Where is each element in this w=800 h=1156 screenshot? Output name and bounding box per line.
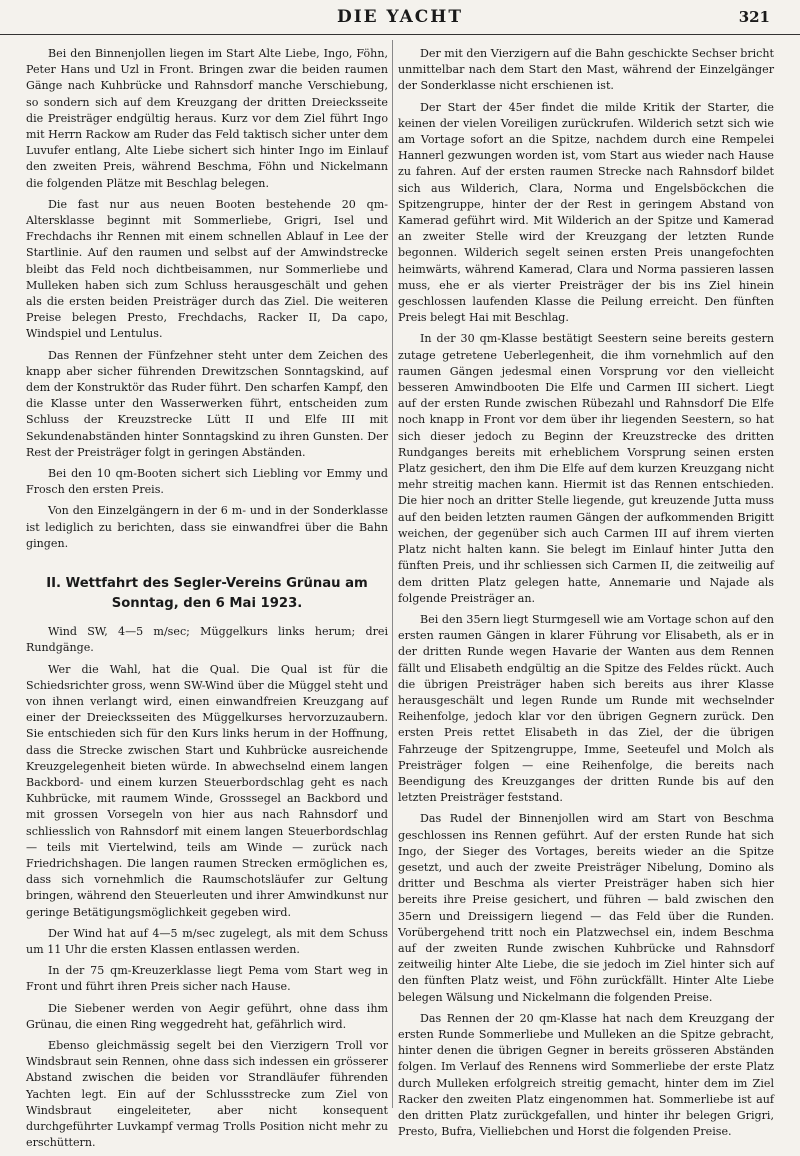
paragraph: Wind SW, 4—5 m/sec; Müggelkurs links herum; drei Rundgänge. [26, 625, 388, 655]
paragraph: Bei den Binnenjollen liegen im Start Alte Liebe, Ingo, Föhn, Peter Hans und Uzl in Front. Bringen zwar die beiden raumen Gänge nach Kuhbrücke und Rahnsdorf manche Verschiebung, so sondern sich auf dem Kreuzgang der dritten Dreiecksseite die Preisträger endgültig heraus. Kurz vor dem Ziel führt Ingo mit Herrn Rackow am Ruder das Feld taktisch sicher unter dem Luvufer entlang, Alte Liebe sichert sich hinter Ingo im Einlauf den zweiten Preis, während Beschma, Föhn und Nickelmann die folgenden Plätze mit Beschlag belegen. [26, 47, 388, 190]
journal-title: DIE YACHT [336, 7, 464, 27]
page-number: 321 [738, 8, 770, 26]
paragraph: Von den Einzelgängern in der 6 m- und in der Sonderklasse ist lediglich zu berichten, dass sie einwandfrei über die Bahn gingen. [26, 504, 388, 550]
paragraph: Die fast nur aus neuen Booten bestehende 20 qm-Altersklasse beginnt mit Sommerliebe, Grigri, Isel und Frechdachs ihr Rennen mit einem schnellen Ablauf in Lee der Startlinie. Auf den raumen und selbst auf der Amwindstrecke bleibt das Feld noch dichtbeisammen, nur Sommerliebe und Mulleken haben sich zum Schluss herausgeschält und gehen als die ersten beiden Preisträger durch das Ziel. Die weiteren Preise belegen Presto, Frechdachs, Racker II, Da capo, Windspiel und Lentulus. [26, 197, 388, 341]
column-divider [392, 40, 393, 1108]
paragraph: Bei den 35ern liegt Sturmgesell wie am Vortage schon auf den ersten raumen Gängen in klarer Führung vor Elisabeth, als er in der dritten Runde wegen Havarie der Wanten aus dem Rennen fällt und Elisabeth endgültig an die Spitze des Feldes rückt. Auch die übrigen Preisträger haben sich bereits aus ihrer Klasse herausgeschält und legen Runde um Runde mit wechselnder Reihenfolge, jedoch klar vor den übrigen Gegnern zurück. Den ersten Preis rettet Elisabeth in das Ziel, der die übrigen Fahrzeuge der Spitzengruppe, Imme, Seeteufel und Molch als Preisträger folgen — eine Reihenfolge, die bereits nach Beendigung des Kreuzganges der dritten Runde bis auf den letzten Preisträger feststand. [398, 612, 774, 805]
section-heading: II. Wettfahrt des Segler-Vereins Grünau am Sonntag, den 6 Mai 1923. [46, 576, 368, 612]
paragraph: Wer die Wahl, hat die Qual. Die Qual ist für die Schiedsrichter gross, wenn SW-Wind über die Müggel steht und von ihnen verlangt wird, einen einwandfreien Kreuzgang auf einer der Dreiecksseiten des Müggelkurses hervorzuzaubern. Sie entschieden sich für den Kurs links herum in der Hoffnung, dass die Strecke zwischen Start und Kuhbrücke ausreichende Kreuzgelegenheit bieten würde. In abwechselnd einem langen Backbord- und einem kurzen Steuerbordschlag geht es nach Kuhbrücke, mit raumem Winde, Grosssegel an Backbord und mit grossen Vorsegeln von hier aus nach Rahnsdorf und schliesslich von Rahnsdorf mit einem langen Steuerbordschlag — teils mit Viertelwind, teils am Winde — zurück nach Friedrichshagen. Die langen raumen Strecken ermöglichen es, dass sich vornehmlich die Raumschotsläufer zur Geltung bringen, während den Steuerleuten und ihrer Amwindkunst nur geringe Betätigungsmöglichkeit gegeben wird. [26, 662, 388, 919]
paragraph: Der Start der 45er findet die milde Kritik der Starter, die keinen der vielen Voreiligen zurückrufen. Wilderich setzt sich wie am Vortage sofort an die Spitze, nachdem durch eine Rempelei Hannerl gezwungen worden ist, vom Start aus wieder nach Hause zu fahren. Auf der ersten raumen Strecke nach Rahnsdorf bildet sich aus Wilderich, Clara, Norma und Engelsböckchen die Spitzengruppe, hinter der der Rest in geringem Abstand von Kamerad geführt wird. Mit Wilderich an der Spitze und Kamerad an zweiter Stelle wird der Kreuzgang der letzten Runde begonnen. Wilderich segelt seinen ersten Preis unangefochten heimwärts, während Kamerad, Clara und Norma passieren lassen muss, ehe er als vierter Preisträger der bis ins Ziel hinein geschlossen laufenden Klasse die Peilung erreicht. Den fünften Preis belegt Hai mit Beschlag. [398, 100, 774, 325]
page-header [0, 0, 800, 35]
paragraph: In der 30 qm-Klasse bestätigt Seestern seine bereits gestern zutage getretene Ueberlegenheit, die ihm vornehmlich auf den raumen Gängen jedesmal einen Vorsprung vor den vielleicht besseren Amwindbooten Die Elfe und Carmen III sichert. Liegt auf der ersten Runde zwischen Rübezahl und Rahnsdorf Die Elfe noch knapp in Front vor dem über ihr liegenden Seestern, so hat sich dieser jedoch zu Beginn der Kreuzstrecke des dritten Rundganges bereits mit erheblichem Vorsprung seinen ersten Platz gesichert, den ihm Die Elfe auf dem kurzen Kreuzgang nicht mehr streitig machen kann. Hiermit ist das Rennen entschieden. Die hier noch an dritter Stelle liegende, gut kreuzende Jutta muss auf den beiden letzten raumen Gängen der aufkommenden Brigitt weichen, der gegenüber sich auch Carmen III auf ihrem vierten Platz nicht halten kann. Sie belegt im Einlauf hinter Jutta den fünften Preis, und ihr schliessen sich Carmen II, die zeitweilig auf dem dritten Platz gelegen hatte, Annemarie und Najade als folgende Preisträger an. [398, 332, 774, 605]
paragraph: Der Wind hat auf 4—5 m/sec zugelegt, als mit dem Schuss um 11 Uhr die ersten Klassen entlassen werden. [26, 926, 388, 956]
right-column [398, 46, 774, 1145]
paragraph: Ebenso gleichmässig segelt bei den Vierzigern Troll vor Windsbraut sein Rennen, ohne dass sich indessen ein grösserer Abstand zwischen die beiden vor Strandläufer führenden Yachten legt. Ein auf der Schlussstrecke zum Ziel von Windsbraut eingeleiteter, aber nicht konsequent durchgeführter Luvkampf vermag Trolls Position nicht mehr zu erschüttern. [26, 1038, 388, 1150]
paragraph: Das Rennen der Fünfzehner steht unter dem Zeichen des knapp aber sicher führenden Drewitzschen Sonntagskind, auf dem der Konstruktör das Ruder führt. Den scharfen Kampf, den die Klasse unter den Wasserwerken führt, entscheiden zum Schluss der Kreuzstrecke Lütt II und Elfe III mit Sekundenabständen hinter Sonntagskind zu ihren Gunsten. Der Rest der Preisträger folgt in geringen Abständen. [26, 348, 388, 459]
paragraph: Der mit den Vierzigern auf die Bahn geschickte Sechser bricht unmittelbar nach dem Start den Mast, während der Einzelgänger der Sonderklasse nicht erschienen ist. [398, 47, 774, 93]
paragraph: Das Rennen der 20 qm-Klasse hat nach dem Kreuzgang der ersten Runde Sommerliebe und Mulleken an die Spitze gebracht, hinter denen die übrigen Gegner in bereits grösseren Abständen folgen. Im Verlauf des Rennens wird Sommerliebe der erste Platz durch Mulleken erfolgreich streitig gemacht, hinter dem im Ziel Racker den zweiten Platz eingenommen hat. Sommerliebe ist auf den dritten Platz zurückgefallen, und hinter ihr belegen Grigri, Presto, Bufra, Vielliebchen und Horst die folgenden Preise. [398, 1011, 774, 1139]
paragraph: Die Siebener werden von Aegir geführt, ohne dass ihm Grünau, die einen Ring weggedreht hat, gefährlich wird. [26, 1001, 388, 1031]
left-column [26, 46, 388, 1156]
paragraph: Bei den 10 qm-Booten sichert sich Liebling vor Emmy und Frosch den ersten Preis. [26, 467, 388, 497]
paragraph: In der 75 qm-Kreuzerklasse liegt Pema vom Start weg in Front und führt ihren Preis sicher nach Hause. [26, 964, 388, 994]
paragraph: Das Rudel der Binnenjollen wird am Start von Beschma geschlossen ins Rennen geführt. Auf der ersten Runde hat sich Ingo, der Sieger des Vortages, bereits wieder an die Spitze gesetzt, und auch der zweite Preisträger Nibelung, Domino als dritter und Beschma als vierter Preisträger haben sich hier bereits ihre Preise gesichert, und führen — bald zwischen den 35ern und Dreissigern liegend — das Feld über die Runden. Vorübergehend tritt noch ein Platzwechsel ein, indem Beschma auf der zweiten Runde zwischen Kuhbrücke und Rahnsdorf zeitweilig hinter Alte Liebe, die sie jedoch im Ziel hinter sich auf den fünften Platz weist, und Föhn zurückfällt. Hinter Alte Liebe belegen Wälsung und Nickelmann die folgenden Preise. [398, 812, 774, 1004]
